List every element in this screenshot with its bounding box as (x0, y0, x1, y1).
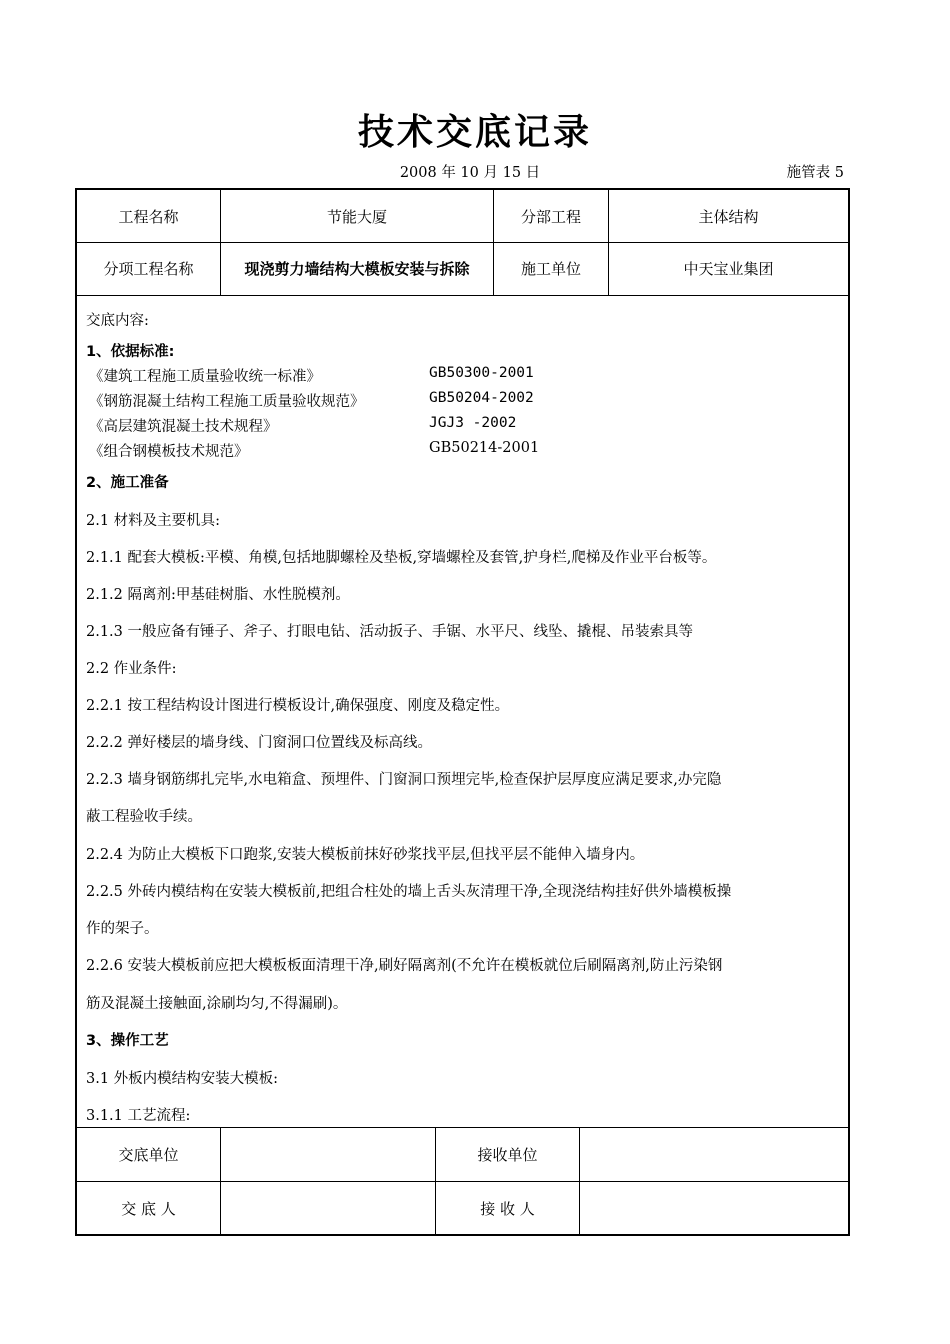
paragraph-2-1-3: 2.1.3 一般应备有锤子、斧子、打眼电钻、活动扳子、手锯、水平尺、线坠、撬棍、吊装索具等 (86, 624, 693, 640)
subitem-value[interactable]: 现浇剪力墙结构大模板安装与拆除 (221, 242, 494, 295)
form-number: 施管表 5 (786, 165, 844, 181)
standard-name: 《建筑工程施工质量验收统一标准》 (89, 369, 321, 385)
standard-code: GB50214-2001 (429, 440, 540, 456)
from-person-label: 交 底 人 (77, 1182, 221, 1235)
paragraph-2-2-5-cont: 作的架子。 (86, 921, 159, 937)
paragraph-3-1-1: 3.1.1 工艺流程: (86, 1108, 191, 1124)
paragraph-3-1: 3.1 外板内模结构安装大模板: (86, 1071, 279, 1087)
section-2-heading: 2、施工准备 (86, 475, 169, 491)
division-label: 分部工程 (494, 190, 609, 242)
project-name-label: 工程名称 (77, 190, 221, 242)
section-1-heading: 1、依据标准: (86, 344, 175, 360)
disclosure-content (77, 295, 848, 1127)
division-value[interactable]: 主体结构 (698, 207, 759, 226)
contractor-label: 施工单位 (494, 242, 609, 295)
subitem-label: 分项工程名称 (77, 242, 221, 295)
to-unit-label: 接收单位 (436, 1128, 580, 1181)
header-row-project (77, 190, 848, 243)
header-row-subitem (77, 242, 848, 296)
paragraph-2-2-6: 2.2.6 安装大模板前应把大模板板面清理干净,刷好隔离剂(不允许在模板就位后刷隔离剂,防止污染钢 (86, 958, 723, 974)
paragraph-2-2-5: 2.2.5 外砖内模结构在安装大模板前,把组合柱处的墙上舌头灰清理干净,全现浇结构挂好供外墙模板操 (86, 884, 732, 900)
content-intro: 交底内容: (86, 313, 149, 329)
paragraph-2-2-3-cont: 蔽工程验收手续。 (86, 809, 202, 825)
to-unit-field[interactable] (580, 1128, 848, 1181)
standard-code: GB50204-2002 (429, 390, 534, 406)
record-table (75, 188, 850, 1236)
project-name-value[interactable]: 节能大厦 (221, 190, 494, 242)
signature-row-persons (77, 1182, 848, 1235)
standard-code: JGJ3 -2002 (429, 415, 517, 431)
from-unit-field[interactable] (221, 1128, 436, 1181)
record-date: 2008 年 10 月 15 日 (399, 165, 541, 181)
from-unit-label: 交底单位 (77, 1128, 221, 1181)
contractor-value[interactable]: 中天宝业集团 (683, 260, 774, 278)
page-title: 技术交底记录 (357, 112, 592, 153)
paragraph-2-2-4: 2.2.4 为防止大模板下口跑浆,安装大模板前抹好砂浆找平层,但找平层不能伸入墙身内。 (86, 847, 645, 863)
paragraph-2-2-1: 2.2.1 按工程结构设计图进行模板设计,确保强度、刚度及稳定性。 (86, 698, 510, 714)
standard-name: 《组合钢模板技术规范》 (89, 444, 249, 460)
paragraph-2-2-2: 2.2.2 弹好楼层的墙身线、门窗洞口位置线及标高线。 (86, 735, 433, 751)
standard-code: GB50300-2001 (429, 365, 534, 381)
signature-section (77, 1127, 848, 1235)
paragraph-2-2-6-cont: 筋及混凝土接触面,涂刷均匀,不得漏刷)。 (86, 996, 348, 1012)
section-3-heading: 3、操作工艺 (86, 1033, 169, 1049)
signature-row-units (77, 1128, 848, 1182)
to-person-field[interactable] (580, 1182, 848, 1235)
standard-name: 《高层建筑混凝土技术规程》 (89, 419, 278, 435)
paragraph-2-1-1: 2.1.1 配套大模板:平模、角模,包括地脚螺栓及垫板,穿墙螺栓及套管,护身栏,爬梯及作业平台板等。 (86, 550, 717, 566)
to-person-label: 接 收 人 (436, 1182, 580, 1235)
paragraph-2-2: 2.2 作业条件: (86, 661, 177, 677)
paragraph-2-2-3: 2.2.3 墙身钢筋绑扎完毕,水电箱盒、预埋件、门窗洞口预埋完毕,检查保护层厚度应满足要求,办完隐 (86, 772, 722, 788)
paragraph-2-1: 2.1 材料及主要机具: (86, 513, 221, 529)
standard-name: 《钢筋混凝土结构工程施工质量验收规范》 (89, 394, 365, 410)
from-person-field[interactable] (221, 1182, 436, 1235)
paragraph-2-1-2: 2.1.2 隔离剂:甲基硅树脂、水性脱模剂。 (86, 587, 350, 603)
